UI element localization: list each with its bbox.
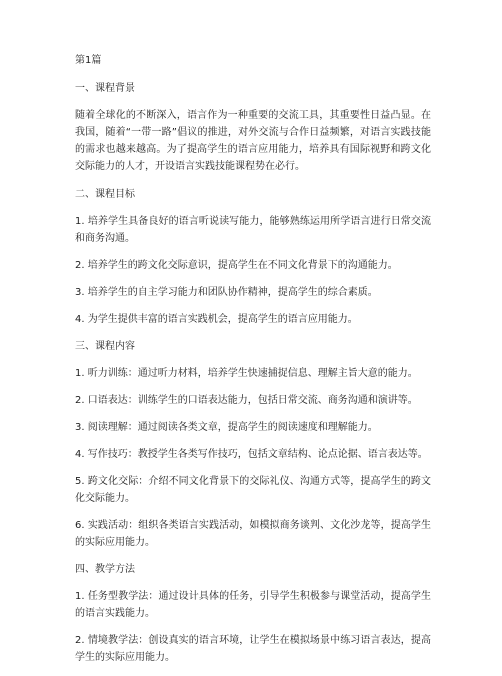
list-item: 4. 为学生提供丰富的语言实践机会，提高学生的语言应用能力。 [75, 314, 358, 325]
list-item: 2. 培养学生的跨文化交际意识，提高学生在不同文化背景下的沟通能力。 [75, 260, 398, 271]
paragraph: 随着全球化的不断深入，语言作为一种重要的交流工具，其重要性日益凸显。在我国，随着“一带一路”倡议的推进，对外交流与合作日益频繁，对语言实践技能的需求也越来越高。为了提高学生的语言应用能力，培养具有国际视野和跨文化交际能力的人才，开设语言实践技能课程势在必行。 [75, 110, 431, 172]
list-item: 2. 口语表达：训练学生的口语表达能力，包括日常交流、商务沟通和演讲等。 [75, 395, 418, 406]
document-page [75, 52, 431, 676]
section-heading-background: 一、课程背景 [75, 83, 135, 94]
list-item: 1. 任务型教学法：通过设计具体的任务，引导学生积极参与课堂活动，提高学生的语言实践能力。 [75, 591, 431, 619]
section-heading-goals: 二、课程目标 [75, 189, 135, 200]
list-item: 1. 听力训练：通过听力材料，培养学生快速捕捉信息、理解主旨大意的能力。 [75, 368, 418, 379]
list-item: 2. 情境教学法：创设真实的语言环境，让学生在模拟场景中练习语言表达，提高学生的实际应用能力。 [75, 635, 431, 663]
list-item: 3. 培养学生的自主学习能力和团队协作精神，提高学生的综合素质。 [75, 287, 378, 298]
list-item: 3. 阅读理解：通过阅读各类文章，提高学生的阅读速度和理解能力。 [75, 422, 378, 433]
section-heading-content: 三、课程内容 [75, 341, 135, 352]
list-item: 6. 实践活动：组织各类语言实践活动，如模拟商务谈判、文化沙龙等，提高学生的实际应用能力。 [75, 520, 431, 548]
list-item: 5. 跨文化交际：介绍不同文化背景下的交际礼仪、沟通方式等，提高学生的跨文化交际能力。 [75, 476, 431, 504]
document-title: 第1篇 [75, 55, 102, 66]
section-heading-methods: 四、教学方法 [75, 564, 135, 575]
list-item: 1. 培养学生具备良好的语言听说读写能力，能够熟练运用所学语言进行日常交流和商务沟通。 [75, 216, 431, 244]
list-item: 4. 写作技巧：教授学生各类写作技巧，包括文章结构、论点论据、语言表达等。 [75, 449, 428, 460]
